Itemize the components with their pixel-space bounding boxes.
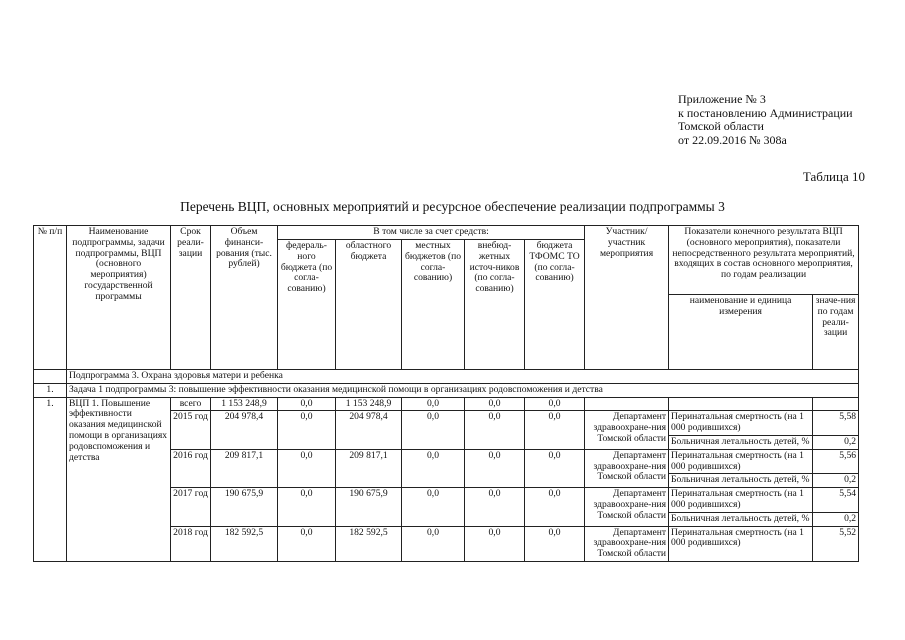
year-volume: 209 817,1 bbox=[211, 449, 278, 487]
resource-table bbox=[33, 225, 859, 562]
indicator-lethality: Больничная летальность детей, % bbox=[669, 435, 813, 449]
participant: Департамент здравоохране-ния Томской области bbox=[585, 488, 669, 526]
year-regional: 209 817,1 bbox=[336, 449, 402, 487]
task-num: 1. bbox=[34, 383, 67, 397]
appendix-line: Томской области bbox=[678, 119, 764, 134]
year-volume: 190 675,9 bbox=[211, 488, 278, 526]
vcp-name: ВЦП 1. Повышение эффективности оказания медицинской помощи в организациях родовспоможения и детства bbox=[67, 397, 171, 561]
year-cell: 2018 год bbox=[171, 526, 211, 561]
indicator-value: 0,2 bbox=[813, 512, 859, 526]
indicator-lethality: Больничная летальность детей, % bbox=[669, 474, 813, 488]
total-local: 0,0 bbox=[402, 397, 465, 411]
header-tfoms: бюджета ТФОМС ТО (по согла-сованию) bbox=[525, 240, 585, 370]
year-regional: 204 978,4 bbox=[336, 411, 402, 449]
year-local: 0,0 bbox=[402, 449, 465, 487]
indicator-perinatal: Перинатальная смертность (на 1 000 родившихся) bbox=[669, 488, 813, 513]
year-offbudget: 0,0 bbox=[465, 411, 525, 449]
year-federal: 0,0 bbox=[278, 411, 336, 449]
year-local: 0,0 bbox=[402, 411, 465, 449]
year-tfoms: 0,0 bbox=[525, 488, 585, 526]
indicator-perinatal: Перинатальная смертность (на 1 000 родившихся) bbox=[669, 526, 813, 561]
appendix-line: от 22.09.2016 № 308а bbox=[678, 132, 787, 147]
year-offbudget: 0,0 bbox=[465, 526, 525, 561]
year-cell: 2015 год bbox=[171, 411, 211, 449]
empty-cell bbox=[34, 370, 67, 384]
indicator-value: 0,2 bbox=[813, 474, 859, 488]
indicator-value: 5,54 bbox=[813, 488, 859, 513]
empty-cell bbox=[669, 397, 813, 411]
vcp-num: 1. bbox=[34, 397, 67, 561]
total-label: всего bbox=[171, 397, 211, 411]
page-title: Перечень ВЦП, основных мероприятий и ресурсное обеспечение реализации подпрограммы 3 bbox=[180, 199, 725, 214]
year-federal: 0,0 bbox=[278, 449, 336, 487]
total-tfoms: 0,0 bbox=[525, 397, 585, 411]
appendix-note bbox=[678, 93, 853, 147]
header-participant: Участник/ участник мероприятия bbox=[585, 226, 669, 370]
year-tfoms: 0,0 bbox=[525, 411, 585, 449]
year-tfoms: 0,0 bbox=[525, 526, 585, 561]
header-including: В том числе за счет средств: bbox=[278, 226, 585, 240]
indicator-value: 5,52 bbox=[813, 526, 859, 561]
empty-cell bbox=[585, 397, 669, 411]
year-cell: 2016 год bbox=[171, 449, 211, 487]
year-local: 0,0 bbox=[402, 488, 465, 526]
indicator-perinatal: Перинатальная смертность (на 1 000 родившихся) bbox=[669, 411, 813, 436]
year-local: 0,0 bbox=[402, 526, 465, 561]
indicator-value: 5,56 bbox=[813, 449, 859, 474]
appendix-line: Приложение № 3 bbox=[678, 92, 766, 106]
header-term: Срок реали-зации bbox=[171, 226, 211, 370]
subprogram-row: Подпрограмма 3. Охрана здоровья матери и ребенка bbox=[67, 370, 859, 384]
indicator-value: 5,58 bbox=[813, 411, 859, 436]
header-num: № п/п bbox=[34, 226, 67, 370]
header-indicator-name: наименование и единица измерения bbox=[669, 295, 813, 370]
year-volume: 182 592,5 bbox=[211, 526, 278, 561]
header-volume: Объем финанси-рования (тыс. рублей) bbox=[211, 226, 278, 370]
participant: Департамент здравоохране-ния Томской области bbox=[585, 411, 669, 449]
table-label: Таблица 10 bbox=[802, 169, 865, 184]
indicator-perinatal: Перинатальная смертность (на 1 000 родившихся) bbox=[669, 449, 813, 474]
year-offbudget: 0,0 bbox=[465, 488, 525, 526]
header-regional: областного бюджета bbox=[336, 240, 402, 370]
header-offbudget: внебюд-жетных источ-ников (по согла-сованию) bbox=[465, 240, 525, 370]
header-indicator-value: значе-ния по годам реали-зации bbox=[813, 295, 859, 370]
header-local: местных бюджетов (по согла-сованию) bbox=[402, 240, 465, 370]
year-tfoms: 0,0 bbox=[525, 449, 585, 487]
header-indicators: Показатели конечного результата ВЦП (основного мероприятия), показатели непосредственного результата мероприятий, входящих в состав основного мероприятия, по годам реализации bbox=[669, 226, 859, 295]
header-federal: федераль-ного бюджета (по согла-сованию) bbox=[278, 240, 336, 370]
year-regional: 182 592,5 bbox=[336, 526, 402, 561]
year-volume: 204 978,4 bbox=[211, 411, 278, 449]
year-cell: 2017 год bbox=[171, 488, 211, 526]
total-volume: 1 153 248,9 bbox=[211, 397, 278, 411]
participant: Департамент здравоохране-ния Томской области bbox=[585, 449, 669, 487]
total-regional: 1 153 248,9 bbox=[336, 397, 402, 411]
year-regional: 190 675,9 bbox=[336, 488, 402, 526]
total-federal: 0,0 bbox=[278, 397, 336, 411]
year-offbudget: 0,0 bbox=[465, 449, 525, 487]
participant: Департамент здравоохране-ния Томской области bbox=[585, 526, 669, 561]
indicator-value: 0,2 bbox=[813, 435, 859, 449]
empty-cell bbox=[813, 397, 859, 411]
task-row: Задача 1 подпрограммы 3: повышение эффективности оказания медицинской помощи в организациях родовспоможения и детства bbox=[67, 383, 859, 397]
indicator-lethality: Больничная летальность детей, % bbox=[669, 512, 813, 526]
total-offbudget: 0,0 bbox=[465, 397, 525, 411]
appendix-line: к постановлению Администрации bbox=[678, 105, 853, 120]
header-name: Наименование подпрограммы, задачи подпрограммы, ВЦП (основного мероприятия) государственной программы bbox=[67, 226, 171, 370]
year-federal: 0,0 bbox=[278, 488, 336, 526]
year-federal: 0,0 bbox=[278, 526, 336, 561]
